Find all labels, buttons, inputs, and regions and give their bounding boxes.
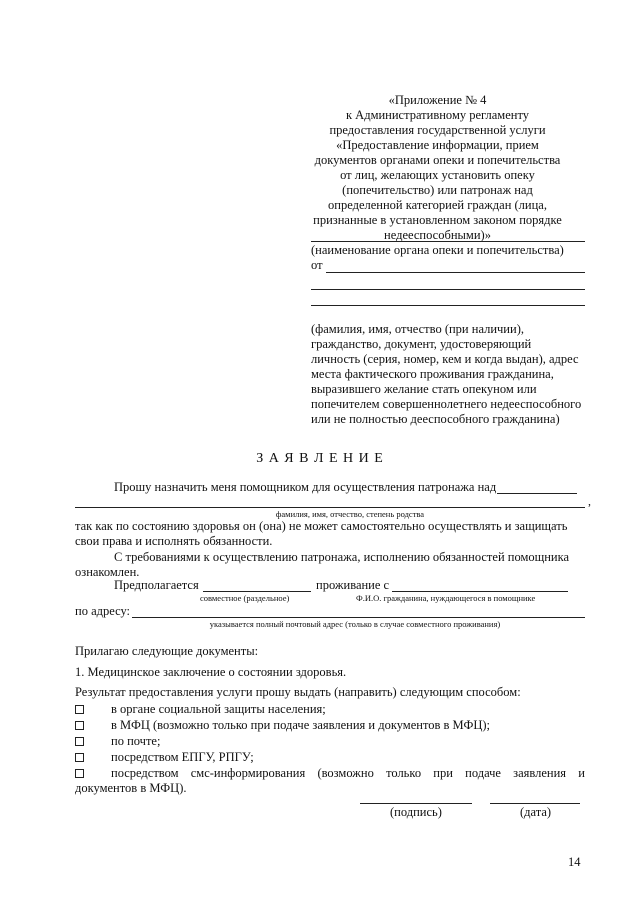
- applicant-caption: [311, 322, 596, 427]
- sms-word: (возможно: [317, 766, 374, 780]
- applicant-caption-line: или не полностью дееспособного гражданина): [311, 412, 560, 426]
- applicant-caption-line: (фамилия, имя, отчество (при наличии),: [311, 322, 524, 336]
- checkbox[interactable]: [75, 705, 84, 714]
- joint-line[interactable]: [203, 591, 311, 592]
- supposed-label: Предполагается: [114, 578, 199, 592]
- familiar-line-1: С требованиями к осуществлению патронажа, исполнению обязанностей помощника: [114, 550, 570, 564]
- page-number: 14: [568, 855, 581, 869]
- checkbox[interactable]: [75, 737, 84, 746]
- appendix-line: «Приложение № 4: [388, 93, 487, 107]
- appendix-line: недееспособными)»: [384, 228, 491, 242]
- sms-word: посредством: [111, 766, 179, 780]
- appendix-line: от лиц, желающих установить опеку: [340, 168, 535, 182]
- address-label: по адресу:: [75, 604, 131, 618]
- org-name-caption: (наименование органа опеки и попечительства): [311, 243, 564, 257]
- attach-label: Прилагаю следующие документы:: [75, 644, 259, 658]
- address-caption: указывается полный почтовый адрес (только в случае совместного проживания): [209, 619, 501, 629]
- date-caption: (дата): [520, 805, 552, 819]
- appendix-line: «Предоставление информации, прием: [336, 138, 539, 152]
- applicant-line-1[interactable]: [326, 272, 585, 273]
- applicant-caption-line: личность (серия, номер, кем и когда выдан), адрес: [311, 352, 579, 366]
- checkbox[interactable]: [75, 753, 84, 762]
- sms-word: при: [433, 766, 453, 780]
- citizen-line[interactable]: [392, 591, 568, 592]
- document-title: З А Я В Л Е Н И Е: [256, 451, 384, 466]
- applicant-caption-line: попечителем совершеннолетнего недееспособного: [311, 397, 582, 411]
- joint-caption: совместное (раздельное): [200, 593, 290, 603]
- sms-word: подаче: [465, 766, 501, 780]
- signature-line[interactable]: [360, 803, 472, 804]
- request-text: Прошу назначить меня помощником для осуществления патронажа над: [114, 480, 497, 494]
- request-fio-line-1[interactable]: [497, 493, 577, 494]
- sms-word: только: [386, 766, 422, 780]
- sms-word: смс-информирования: [190, 766, 306, 780]
- org-name-line[interactable]: [311, 241, 585, 242]
- citizen-caption: Ф.И.О. гражданина, нуждающегося в помощнике: [356, 593, 536, 603]
- date-line[interactable]: [490, 803, 580, 804]
- option-sms-line-2: документов в МФЦ).: [75, 781, 187, 795]
- option-label: по почте;: [111, 734, 161, 748]
- sms-word: и: [578, 766, 585, 780]
- result-label: Результат предоставления услуги прошу выдать (направить) следующим способом:: [75, 685, 521, 699]
- option-sms-label: [111, 766, 585, 781]
- option-label: в МФЦ (возможно только при подаче заявления и документов в МФЦ);: [111, 718, 491, 732]
- appendix-line: к Административному регламенту: [345, 108, 529, 122]
- option-label: посредством ЕПГУ, РПГУ;: [111, 750, 254, 764]
- applicant-caption-line: выразившего желание стать опекуном или: [311, 382, 537, 396]
- residence-label: проживание с: [316, 578, 390, 592]
- health-line-1: так как по состоянию здоровья он (она) не может самостоятельно осуществлять и защищать: [75, 519, 568, 533]
- appendix-line: (попечительство) или патронаж над: [342, 183, 533, 197]
- applicant-line-2[interactable]: [311, 289, 585, 290]
- appendix-header: [300, 93, 575, 243]
- appendix-line: предоставления государственной услуги: [329, 123, 546, 137]
- attach-item: 1. Медицинское заключение о состоянии здоровья.: [75, 665, 347, 679]
- health-line-2: свои права и исполнять обязанности.: [75, 534, 273, 548]
- fio-caption: фамилия, имя, отчество, степень родства: [275, 509, 425, 519]
- checkbox[interactable]: [75, 769, 84, 778]
- applicant-caption-line: места фактического проживания гражданина,: [311, 367, 554, 381]
- appendix-line: признанные в установленном законом порядке: [313, 213, 562, 227]
- applicant-caption-line: гражданство, документ, удостоверяющий: [311, 337, 532, 351]
- request-comma: ,: [588, 494, 591, 508]
- applicant-line-3[interactable]: [311, 305, 585, 306]
- from-label: от: [311, 258, 323, 272]
- familiar-line-2: ознакомлен.: [75, 565, 140, 579]
- address-line[interactable]: [132, 617, 585, 618]
- checkbox[interactable]: [75, 721, 84, 730]
- signature-caption: (подпись): [390, 805, 442, 819]
- request-fio-line-2[interactable]: [75, 507, 585, 508]
- appendix-line: определенной категорией граждан (лица,: [328, 198, 547, 212]
- appendix-line: документов органами опеки и попечительства: [314, 153, 561, 167]
- option-label: в органе социальной защиты населения;: [111, 702, 326, 716]
- sms-word: заявления: [513, 766, 567, 780]
